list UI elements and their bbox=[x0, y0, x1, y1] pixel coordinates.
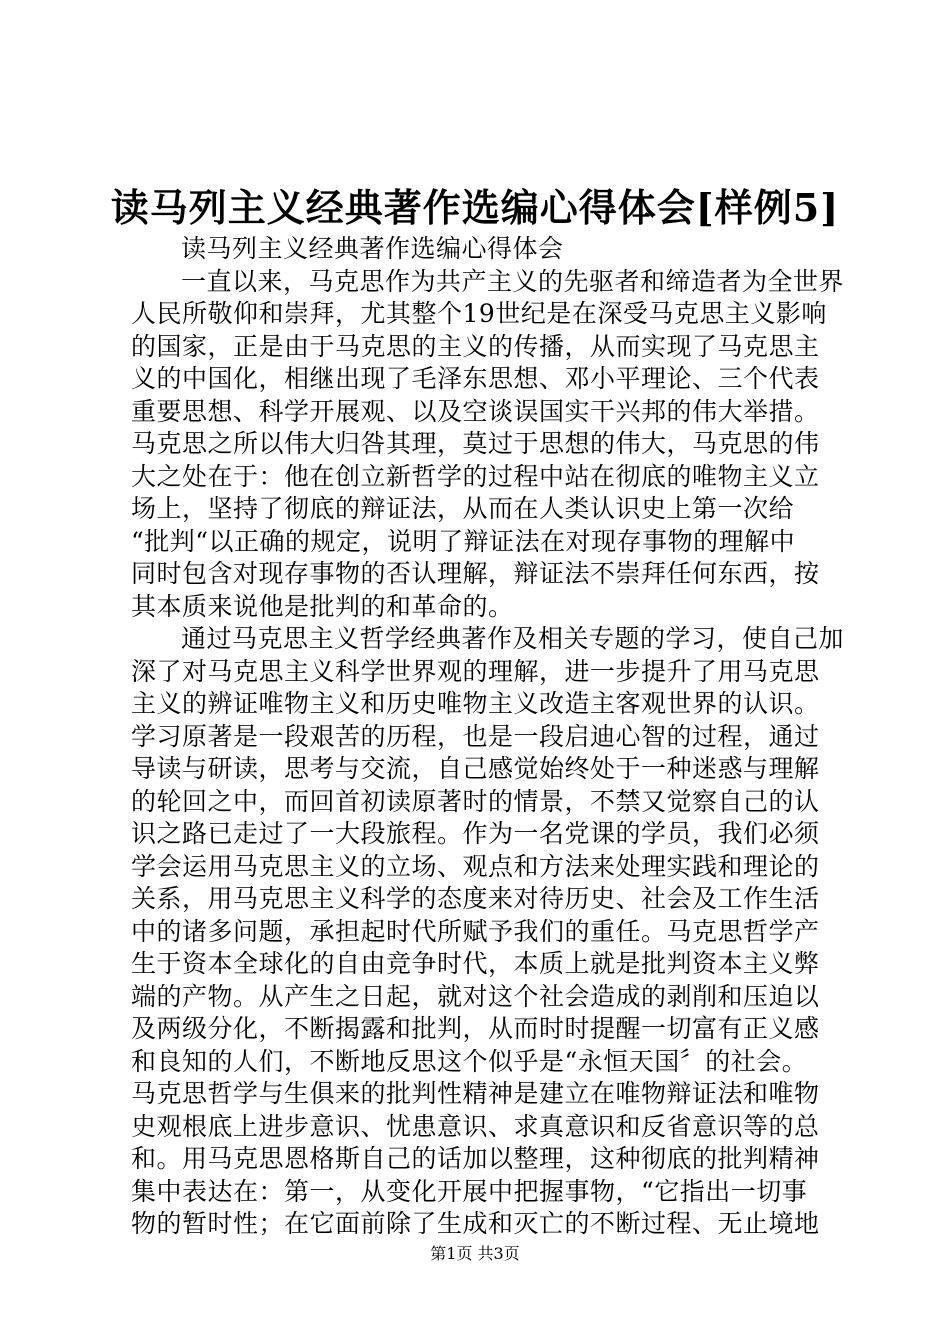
paragraph-line: 和。用马克思恩格斯自己的话加以整理，这种彻底的批判精神 bbox=[131, 1144, 820, 1173]
paragraph-line: 通过马克思主义哲学经典著作及相关专题的学习，使自己加 bbox=[181, 624, 845, 653]
paragraph-line: 一直以来，马克思作为共产主义的先驱者和缔造者为全世界 bbox=[181, 266, 845, 296]
paragraph-line: 人民所敬仰和崇拜，尤其整个19世纪是在深受马克思主义影响 bbox=[131, 299, 827, 328]
paragraph-line: 马克思之所以伟大归咎其理，莫过于思想的伟大，马克思的伟 bbox=[131, 429, 820, 458]
paragraph-line: 集中表达在：第一，从变化开展中把握事物，“它指出一切事 bbox=[131, 1176, 808, 1206]
paragraph-line: 史观根底上进步意识、忧患意识、求真意识和反省意识等的总 bbox=[131, 1111, 820, 1141]
document-body bbox=[131, 233, 845, 1241]
paragraph-line: 端的产物。从产生之日起，就对这个社会造成的剥削和压迫以 bbox=[131, 981, 820, 1011]
paragraph-line: 的国家，正是由于马克思的主义的传播，从而实现了马克思主 bbox=[131, 331, 820, 361]
paragraph-line: 义的中国化，相继出现了毛泽东思想、邓小平理论、三个代表 bbox=[131, 364, 820, 393]
paragraph-line: 及两级分化，不断揭露和批判，从而时时提醒一切富有正义感 bbox=[131, 1014, 820, 1043]
paragraph-line: 马克思哲学与生俱来的批判性精神是建立在唯物辩证法和唯物 bbox=[131, 1079, 820, 1108]
paragraph-line: 关系，用马克思主义科学的态度来对待历史、社会及工作生活 bbox=[131, 884, 820, 913]
paragraph-line: 深了对马克思主义科学世界观的理解，进一步提升了用马克思 bbox=[131, 656, 820, 686]
paragraph-line: 场上，坚持了彻底的辩证法，从而在人类认识史上第一次给 bbox=[131, 494, 795, 523]
paragraph-line: 主义的辨证唯物主义和历史唯物主义改造主客观世界的认识。 bbox=[131, 689, 820, 718]
paragraph-line: “批判“以正确的规定，说明了辩证法在对现存事物的理解中 bbox=[131, 526, 796, 556]
paragraph-line: 学习原著是一段艰苦的历程，也是一段启迪心智的过程，通过 bbox=[131, 721, 820, 751]
paragraph-line: 中的诸多问题，承担起时代所赋予我们的重任。马克思哲学产 bbox=[131, 916, 820, 946]
paragraph-line: 学会运用马克思主义的立场、观点和方法来处理实践和理论的 bbox=[131, 851, 820, 881]
paragraph-line: 大之处在于：他在创立新哲学的过程中站在彻底的唯物主义立 bbox=[131, 461, 820, 491]
paragraph-line: 和良知的人们，不断地反思这个似乎是“永恒天国〞的社会。 bbox=[131, 1046, 808, 1076]
paragraph-line: 识之路已走过了一大段旅程。作为一名党课的学员，我们必须 bbox=[131, 819, 820, 848]
paragraph-line: 其本质来说他是批判的和革命的。 bbox=[131, 591, 514, 621]
paragraph-line: 重要思想、科学开展观、以及空谈误国实干兴邦的伟大举措。 bbox=[131, 396, 820, 426]
paragraph-line: 同时包含对现存事物的否认理解，辩证法不崇拜任何东西，按 bbox=[131, 559, 820, 588]
document-title: 读马列主义经典著作选编心得体会[样例5] bbox=[110, 185, 840, 230]
subtitle-line: 读马列主义经典著作选编心得体会 bbox=[181, 234, 564, 263]
page-number-footer: 第1页 共3页 bbox=[430, 1244, 520, 1263]
paragraph-line: 导读与研读，思考与交流，自己感觉始终处于一种迷惑与理解 bbox=[131, 754, 820, 783]
paragraph-line: 生于资本全球化的自由竞争时代，本质上就是批判资本主义弊 bbox=[131, 949, 820, 978]
paragraph-line: 的轮回之中，而回首初读原著时的情景，不禁又觉察自己的认 bbox=[131, 786, 820, 816]
paragraph-line: 物的暂时性；在它面前除了生成和灭亡的不断过程、无止境地 bbox=[131, 1209, 820, 1238]
